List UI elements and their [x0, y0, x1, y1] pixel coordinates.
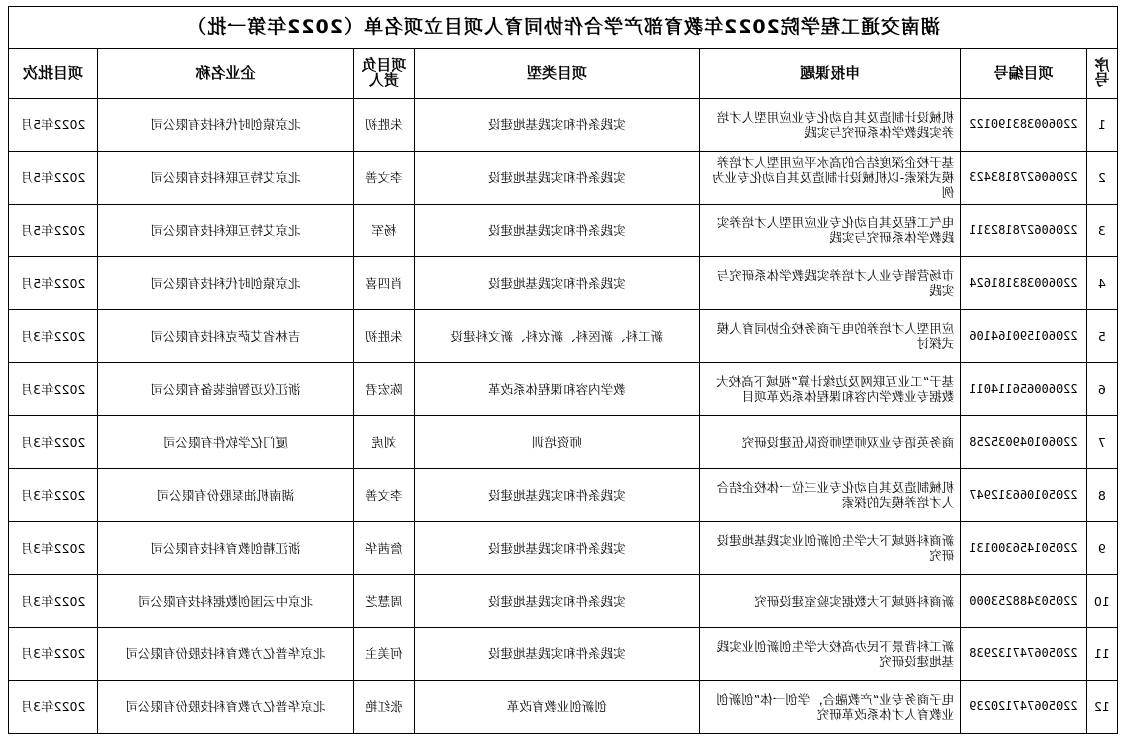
cell-leader: 张红艳 [354, 680, 415, 733]
cell-seq: 9 [1086, 522, 1117, 575]
cell-code: 220601049035258 [961, 416, 1086, 469]
header-type: 项目类型 [414, 48, 699, 98]
cell-code: 220600383190122 [961, 98, 1086, 151]
cell-leader: 詹茜华 [354, 522, 415, 575]
table-row [9, 363, 1118, 416]
cell-code: 220501456300131 [961, 522, 1086, 575]
cell-seq: 6 [1086, 363, 1117, 416]
cell-code: 220606278182311 [961, 204, 1086, 257]
table-row [9, 151, 1118, 204]
header-code: 项目编号 [961, 48, 1086, 98]
cell-company: 吉林省艾萨克科技有限公司 [98, 310, 354, 363]
cell-batch: 2022年3月 [9, 575, 98, 628]
cell-company: 湖南机油泵股份有限公司 [98, 469, 354, 522]
cell-company: 北京华普亿方教育科技股份有限公司 [98, 680, 354, 733]
cell-batch: 2022年3月 [9, 363, 98, 416]
cell-topic: 机械制造及其自动化专业三位一体校企结合人才培养模式的探索 [699, 469, 960, 522]
cell-leader: 何美主 [354, 628, 415, 681]
cell-code: 220506747132938 [961, 628, 1086, 681]
cell-batch: 2022年3月 [9, 680, 98, 733]
cell-type: 实践条件和实践基地建设 [414, 469, 699, 522]
cell-batch: 2022年5月 [9, 204, 98, 257]
cell-leader: 刘虎 [354, 416, 415, 469]
cell-company: 浙江精创教育科技有限公司 [98, 522, 354, 575]
cell-topic: 新商科视域下大数据实验室建设研究 [699, 575, 960, 628]
cell-batch: 2022年3月 [9, 522, 98, 575]
cell-type: 创新创业教育改革 [414, 680, 699, 733]
cell-type: 实践条件和实践基地建设 [414, 257, 699, 310]
cell-seq: 12 [1086, 680, 1117, 733]
cell-seq: 3 [1086, 204, 1117, 257]
cell-seq: 2 [1086, 151, 1117, 204]
cell-type: 实践条件和实践基地建设 [414, 204, 699, 257]
cell-topic: 基于“工业互联网及边缘计算”视域下高校大数据专业教学内容和课程体系改革项目 [699, 363, 960, 416]
title-row [9, 7, 1118, 49]
table-title: 湖南交通工程学院2022年教育部产学合作协同育人项目立项名单（2022年第一批） [9, 7, 1118, 49]
cell-topic: 基于校企深度结合的高水平应用型人才培养模式探索-以机械设计制造及其自动化专业为例 [699, 151, 960, 204]
table-row [9, 522, 1118, 575]
cell-code: 220606278183423 [961, 151, 1086, 204]
cell-topic: 商务英语专业双师型师资队伍建设研究 [699, 416, 960, 469]
table-row [9, 469, 1118, 522]
cell-batch: 2022年3月 [9, 628, 98, 681]
cell-type: 实践条件和实践基地建设 [414, 151, 699, 204]
project-list-table [8, 6, 1118, 734]
cell-code: 220600383181624 [961, 257, 1086, 310]
cell-batch: 2022年5月 [9, 98, 98, 151]
header-batch: 项目批次 [9, 48, 98, 98]
cell-leader: 陈宏君 [354, 363, 415, 416]
cell-leader: 李文善 [354, 151, 415, 204]
table-row [9, 257, 1118, 310]
header-company: 企业名称 [98, 48, 354, 98]
cell-leader: 李文善 [354, 469, 415, 522]
cell-batch: 2022年3月 [9, 310, 98, 363]
header-seq: 序号 [1086, 48, 1117, 98]
cell-leader: 朱胜初 [354, 98, 415, 151]
table-row [9, 628, 1118, 681]
cell-batch: 2022年3月 [9, 469, 98, 522]
cell-company: 北京华普亿方教育科技股份有限公司 [98, 628, 354, 681]
header-topic: 申报课题 [699, 48, 960, 98]
cell-code: 220600656114011 [961, 363, 1086, 416]
cell-topic: 应用型人才培养的电子商务校企协同育人模式探讨 [699, 310, 960, 363]
cell-seq: 7 [1086, 416, 1117, 469]
cell-company: 北京猿创时代科技有限公司 [98, 257, 354, 310]
table-row [9, 98, 1118, 151]
cell-type: 教学内容和课程体系改革 [414, 363, 699, 416]
cell-code: 220601590164106 [961, 310, 1086, 363]
cell-type: 实践条件和实践基地建设 [414, 98, 699, 151]
cell-company: 北京艾特互联科技有限公司 [98, 204, 354, 257]
cell-leader: 杨军 [354, 204, 415, 257]
cell-code: 220501066312947 [961, 469, 1086, 522]
cell-company: 北京猿创时代科技有限公司 [98, 98, 354, 151]
cell-topic: 新工科背景下民办高校大学生创新创业实践基地建设研究 [699, 628, 960, 681]
cell-batch: 2022年5月 [9, 257, 98, 310]
cell-type: 新工科、新医科、新农科、新文科建设 [414, 310, 699, 363]
cell-topic: 市场营销专业人才培养实践教学体系研究与实践 [699, 257, 960, 310]
table-row [9, 680, 1118, 733]
cell-seq: 4 [1086, 257, 1117, 310]
cell-company: 浙江仪迈智能装备有限公司 [98, 363, 354, 416]
header-row [9, 48, 1118, 98]
table-row [9, 204, 1118, 257]
cell-seq: 1 [1086, 98, 1117, 151]
cell-batch: 2022年3月 [9, 416, 98, 469]
cell-topic: 机械设计制造及其自动化专业应用型人才培养实践教学体系研究与实践 [699, 98, 960, 151]
cell-company: 北京中云国创数据科技有限公司 [98, 575, 354, 628]
cell-seq: 11 [1086, 628, 1117, 681]
table-row [9, 310, 1118, 363]
header-leader: 项目负责人 [354, 48, 415, 98]
cell-type: 师资培训 [414, 416, 699, 469]
cell-leader: 周慧芝 [354, 575, 415, 628]
cell-type: 实践条件和实践基地建设 [414, 522, 699, 575]
table-row [9, 416, 1118, 469]
cell-type: 实践条件和实践基地建设 [414, 575, 699, 628]
table-row [9, 575, 1118, 628]
cell-company: 厦门亿学软件有限公司 [98, 416, 354, 469]
cell-seq: 5 [1086, 310, 1117, 363]
cell-topic: 电气工程及其自动化专业应用型人才培养实践教学体系研究与实践 [699, 204, 960, 257]
cell-seq: 8 [1086, 469, 1117, 522]
cell-batch: 2022年5月 [9, 151, 98, 204]
cell-type: 实践条件和实践基地建设 [414, 628, 699, 681]
cell-topic: 新商科视域下大学生创新创业实践基地建设研究 [699, 522, 960, 575]
document-sheet [8, 6, 1118, 734]
cell-leader: 肖四喜 [354, 257, 415, 310]
cell-company: 北京艾特互联科技有限公司 [98, 151, 354, 204]
cell-topic: 电子商务专业“产教融合，学创一体”创新创业教育人才体系改革研究 [699, 680, 960, 733]
cell-code: 220503488253000 [961, 575, 1086, 628]
cell-seq: 10 [1086, 575, 1117, 628]
cell-leader: 朱胜初 [354, 310, 415, 363]
mirrored-table-wrapper [8, 6, 1118, 734]
cell-code: 220506747120239 [961, 680, 1086, 733]
